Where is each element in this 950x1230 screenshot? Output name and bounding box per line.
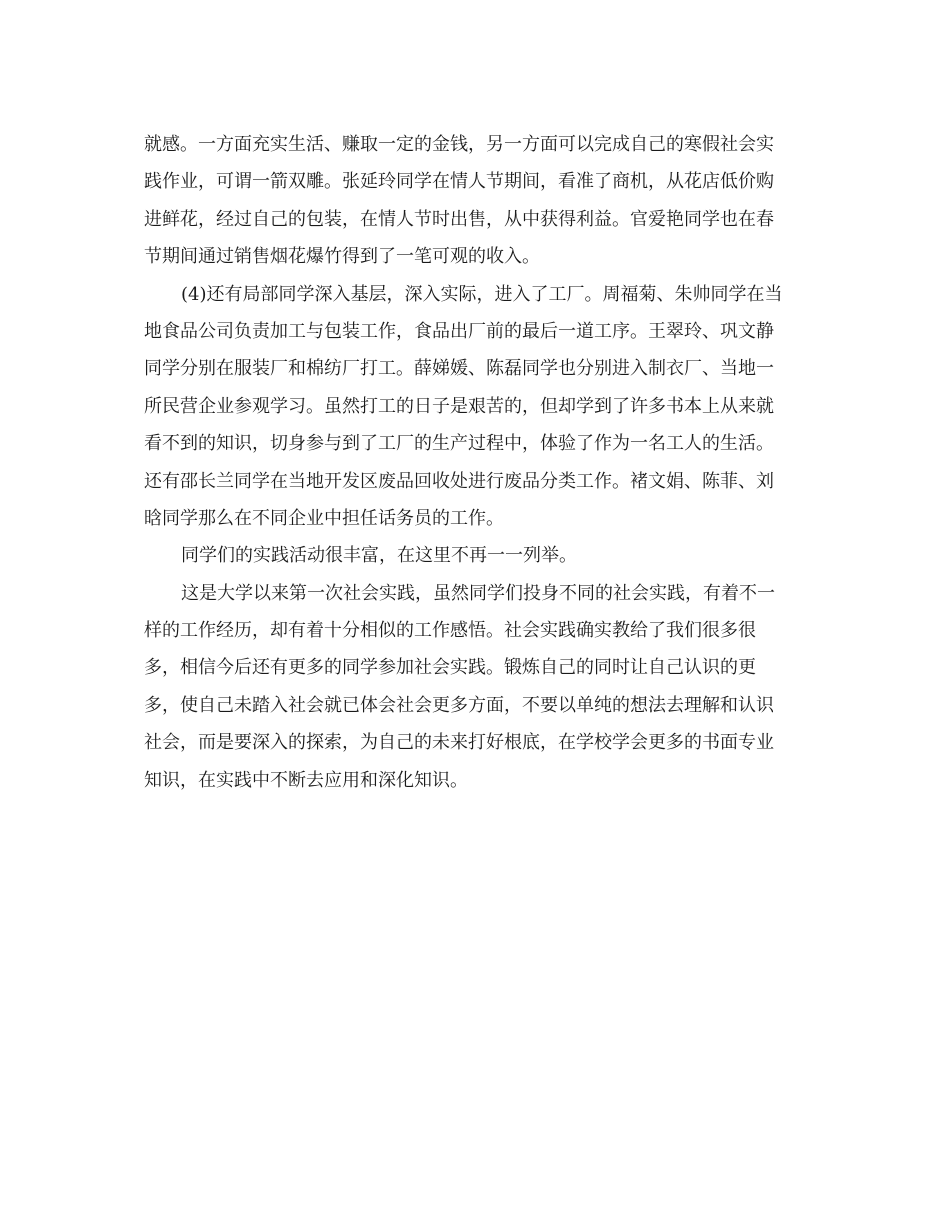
- text-line: 社会，而是要深入的探索，为自己的未来打好根底，在学校学会更多的书面专业: [144, 732, 774, 754]
- text-line: 多，使自己未踏入社会就已体会社会更多方面，不要以单纯的想法去理解和认识: [144, 694, 774, 716]
- text-line: 就感。一方面充实生活、赚取一定的金钱，另一方面可以完成自己的寒假社会实: [144, 134, 774, 155]
- paragraph-start-line: 同学们的实践活动很丰富，在这里不再一一列举。: [181, 545, 577, 567]
- text-line: 践作业，可谓一箭双雕。张延玲同学在情人节期间，看准了商机，从花店低价购: [144, 171, 774, 193]
- text-line: 看不到的知识，切身参与到了工厂的生产过程中，体验了作为一名工人的生活。: [144, 433, 774, 455]
- text-line: 地食品公司负责加工与包装工作，食品出厂前的最后一道工序。王翠玲、巩文静: [144, 320, 774, 342]
- body-text: [144, 126, 824, 799]
- paragraph-start-line: 这是大学以来第一次社会实践，虽然同学们投身不同的社会实践，有着不一: [181, 582, 775, 604]
- paragraph-start-line: (4)还有局部同学深入基层，深入实际，进入了工厂。周福菊、朱帅同学在当: [181, 283, 783, 305]
- text-line: 同学分别在服装厂和棉纺厂打工。薛娣媛、陈磊同学也分别进入制衣厂、当地一: [144, 358, 774, 380]
- text-line: 所民营企业参观学习。虽然打工的日子是艰苦的，但却学到了许多书本上从来就: [144, 395, 774, 417]
- text-line: 进鲜花，经过自己的包装，在情人节时出售，从中获得利益。官爱艳同学也在春: [144, 208, 774, 230]
- text-line: 知识，在实践中不断去应用和深化知识。: [144, 769, 468, 791]
- text-line: 晗同学那么在不同企业中担任话务员的工作。: [144, 507, 504, 529]
- text-line: 样的工作经历，却有着十分相似的工作感悟。社会实践确实教给了我们很多很: [144, 620, 756, 642]
- text-line: 还有邵长兰同学在当地开发区废品回收处进行废品分类工作。褚文娟、陈菲、刘: [144, 470, 774, 492]
- text-line: 节期间通过销售烟花爆竹得到了一笔可观的收入。: [144, 246, 540, 268]
- text-line: 多，相信今后还有更多的同学参加社会实践。锻炼自己的同时让自己认识的更: [144, 657, 756, 679]
